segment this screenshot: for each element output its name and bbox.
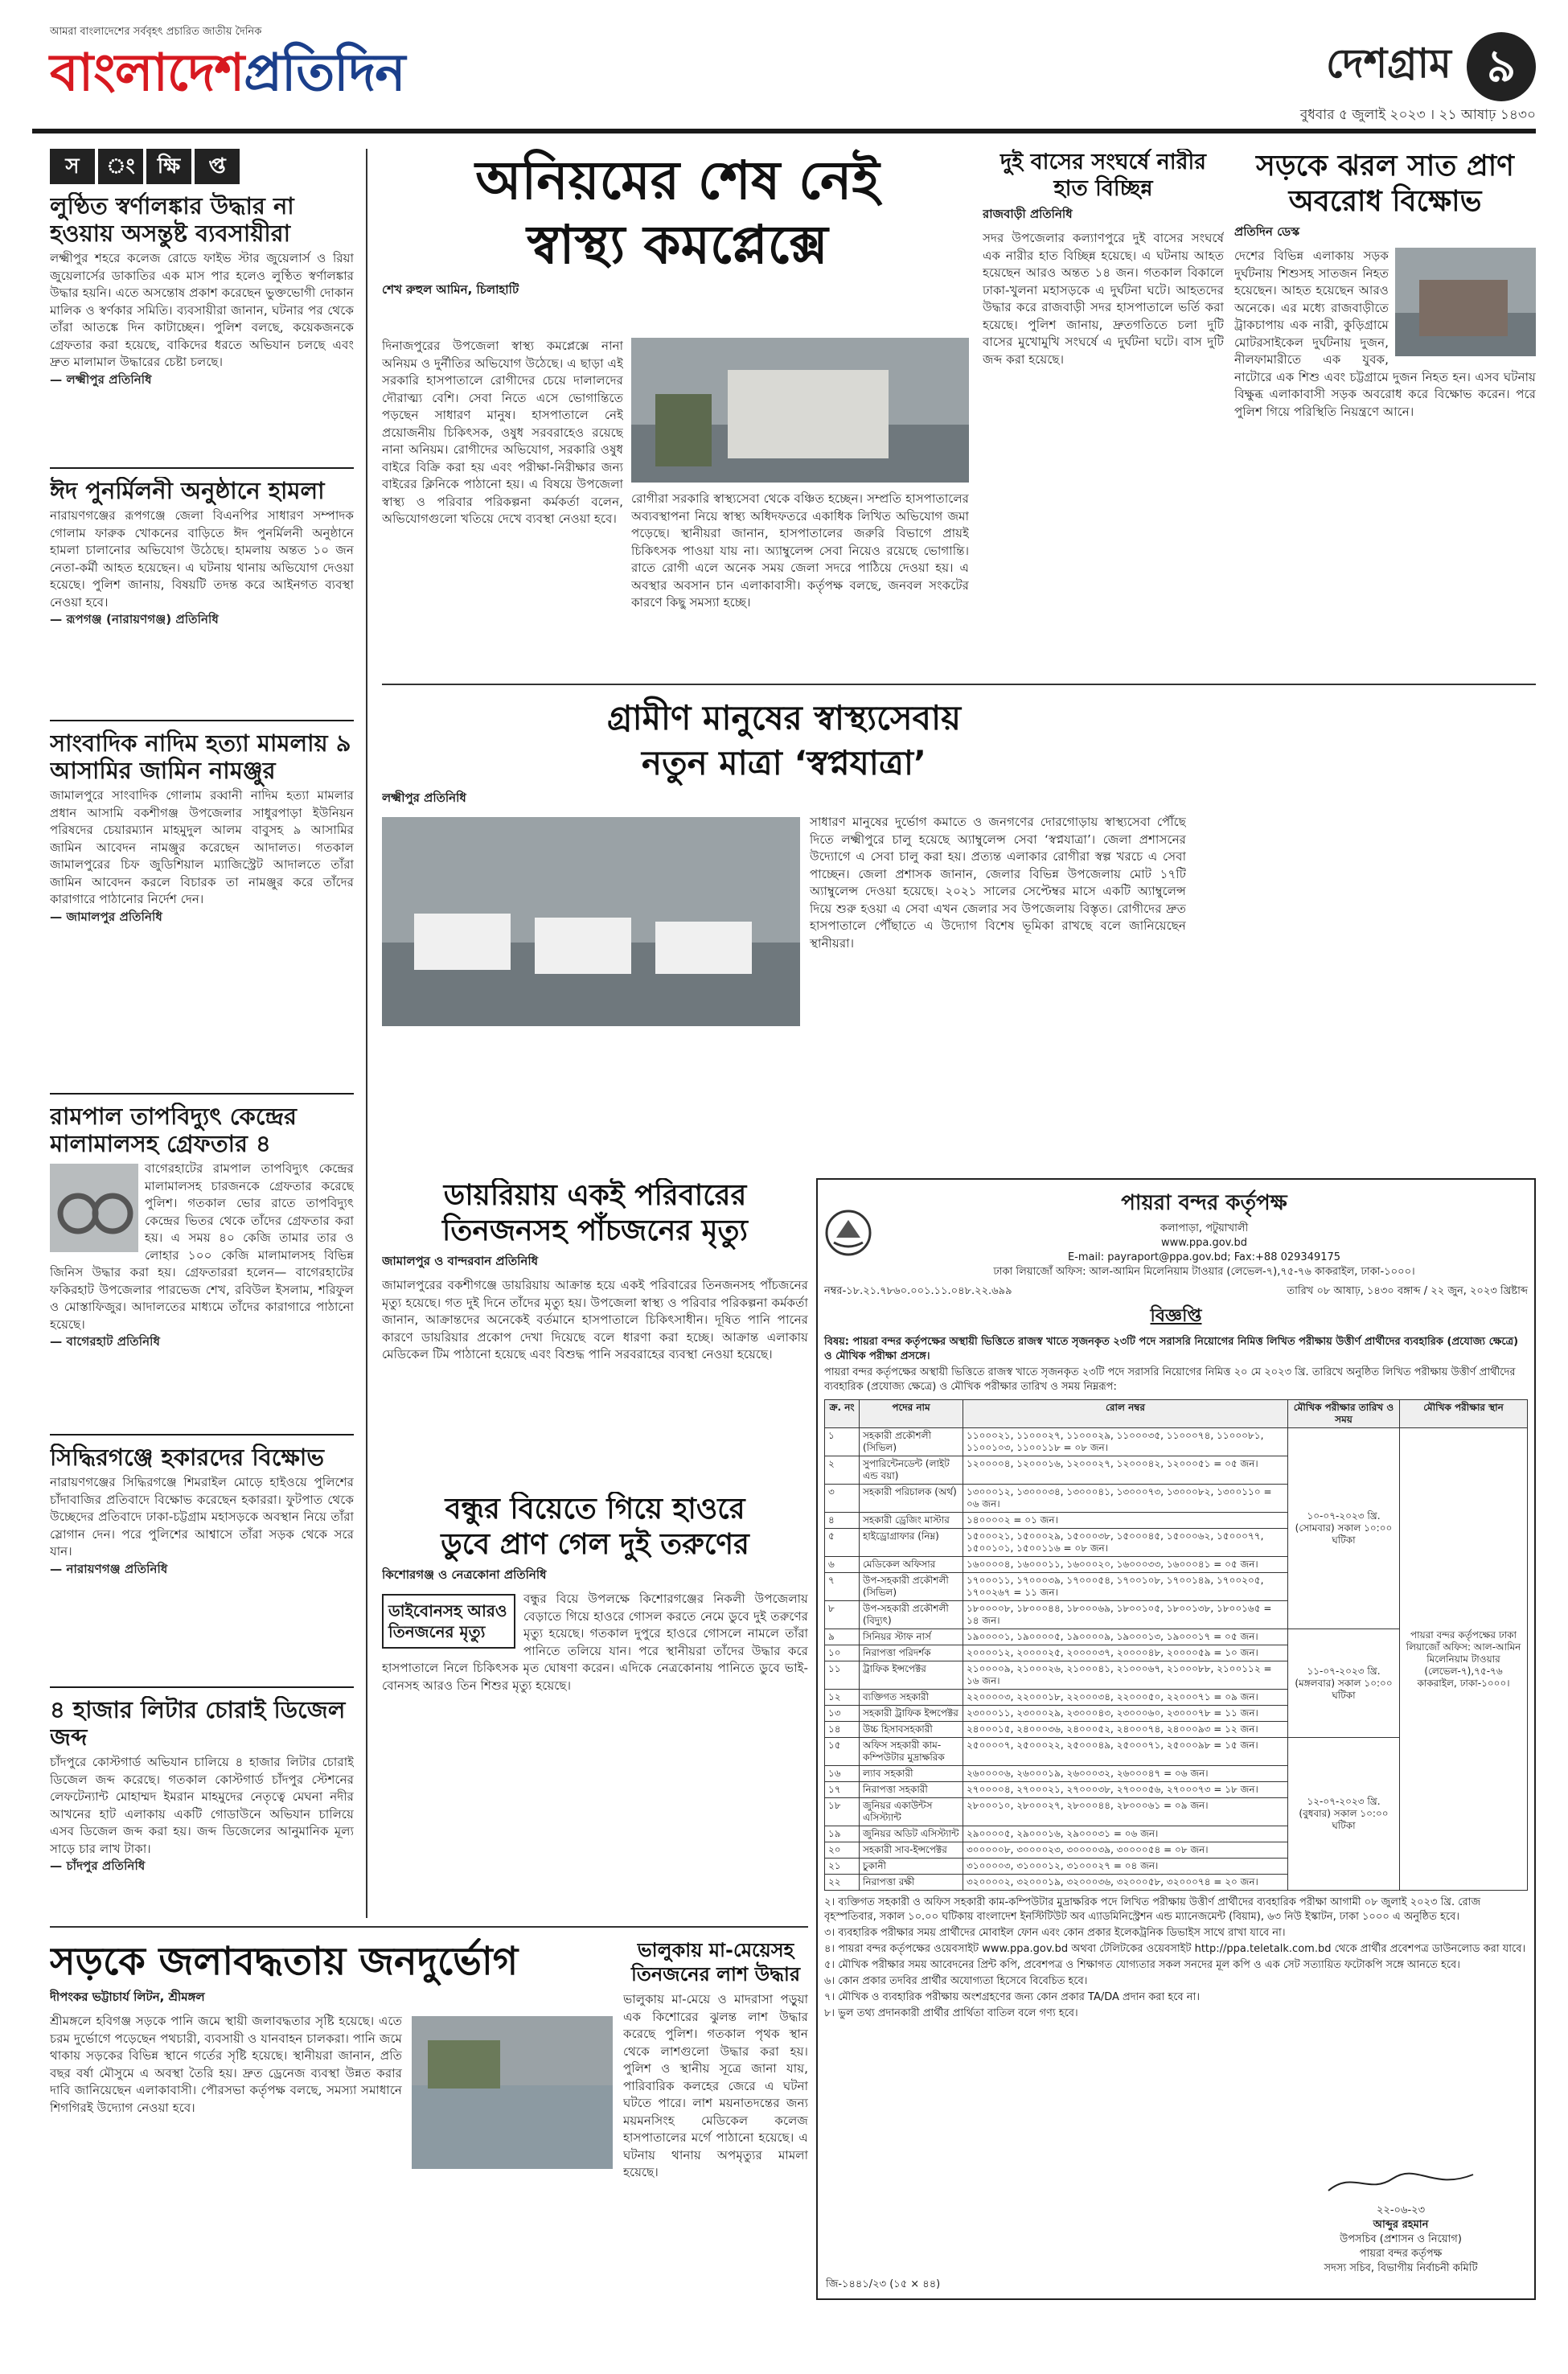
- row-serial: ১৬: [825, 1766, 860, 1782]
- masthead-rule: [32, 129, 1536, 133]
- brief-item: [50, 729, 354, 1083]
- waterlogging-story: [50, 1938, 613, 2292]
- row-serial: ৮: [825, 1601, 860, 1629]
- drowning-headline-1: বন্ধুর বিয়েতে গিয়ে হাওরে: [445, 1493, 745, 1526]
- roll-numbers: ১৯০০০০১, ১৯০০০০৫, ১৯০০০০৯, ১৯০০০১৩, ১৯০০০১৭ = ০৫ জন।: [963, 1629, 1288, 1645]
- issue-date: বুধবার ৫ জুলাই ২০২৩ । ২১ আষাঢ় ১৪৩০: [1299, 107, 1536, 123]
- roll-numbers: ৩০০০০০৮, ৩০০০০২৩, ৩০০০০৩৯, ৩০০০০৫৪ = ০৮ জন।: [963, 1842, 1288, 1859]
- notice-notes: [824, 1896, 1528, 2021]
- roll-numbers: ১৮০০০০৮, ১৮০০০৪৪, ১৮০০০৬৯, ১৮০০১০৫, ১৮০০১৩৮, ১৮০০১৬৫ = ১৪ জন।: [963, 1601, 1288, 1629]
- post-name: অফিস সহকারী কাম-কম্পিউটার মুদ্রাক্ষরিক: [860, 1738, 963, 1766]
- drowning-byline: কিশোরগঞ্জ ও নেত্রকোনা প্রতিনিধি: [382, 1567, 547, 1582]
- notice-heading: বিজ্ঞপ্তি: [1150, 1306, 1202, 1326]
- row-serial: ২: [825, 1456, 860, 1485]
- notice-org: পায়রা বন্দর কর্তৃপক্ষ: [1121, 1191, 1287, 1215]
- drowning-story: [382, 1492, 808, 1910]
- notice-meta: নম্বর-১৮.২১.৭৮৬০.০০১.১১.০৪৮.২২.৬৯৯ তারিখ ০৮ আষাঢ়, ১৪৩০ বঙ্গাব্দ / ২২ জুন, ২০২৩ খ্রিষ্টাব্দ: [824, 1285, 1528, 1297]
- roll-numbers: ২১০০০০৯, ২১০০০২৬, ২১০০০৪১, ২১০০০৬৭, ২১০০০৮৮, ২১০০১১২ = ১৬ জন।: [963, 1661, 1288, 1690]
- divider: [50, 1093, 354, 1095]
- roll-numbers: ২৫০০০০৭, ২৫০০০২২, ২৫০০০৪৯, ২৫০০০৭১, ২৫০০০৯৮ = ১৫ জন।: [963, 1738, 1288, 1766]
- masthead-title: [50, 41, 405, 105]
- page-number: ৯: [1467, 32, 1536, 101]
- signer-title: পায়রা বন্দর কর্তৃপক্ষ: [1359, 2248, 1443, 2260]
- bodies-found-headline-2: তিনজনের লাশ উদ্ধার: [630, 1963, 801, 1986]
- notice-website[interactable]: www.ppa.gov.bd: [1161, 1237, 1247, 1249]
- interview-date: ১১-০৭-২০২৩ খ্রি. (মঙ্গলবার) সকাল ১০:০০ ঘটিকা: [1288, 1629, 1400, 1738]
- waterlogging-byline: দীপংকর ভট্টাচার্য লিটন, শ্রীমঙ্গল: [50, 1990, 205, 2004]
- interview-venue: পায়রা বন্দর কর্তৃপক্ষের ঢাকা লিয়াজোঁ অফিস: আল-আমিন মিলেনিয়াম টাওয়ার (লেভেল-৭),৭৫-৭৬ কাকরাইল, ঢাকা-১০০০।: [1400, 1428, 1528, 1891]
- brief-item: [50, 1444, 354, 1677]
- divider: [50, 467, 354, 469]
- signer-title: উপসচিব (প্রশাসন ও নিয়োগ): [1340, 2233, 1462, 2245]
- row-serial: ২০: [825, 1842, 860, 1859]
- post-name: সহকারী ট্রাফিক ইন্সপেক্টর: [860, 1706, 963, 1722]
- section-name: দেশগ্রাম: [1326, 39, 1451, 87]
- table-header-cell: মৌখিক পরীক্ষার স্থান: [1400, 1400, 1528, 1428]
- post-name: ট্রাফিক ইন্সপেক্টর: [860, 1661, 963, 1690]
- row-serial: ১৮: [825, 1798, 860, 1826]
- table-body: [825, 1428, 1528, 1891]
- exam-schedule-table: [824, 1399, 1528, 1891]
- roll-numbers: ১৬০০০০৪, ১৬০০০১১, ১৬০০০২০, ১৬০০০৩৩, ১৬০০০৪১ = ০৫ জন।: [963, 1557, 1288, 1573]
- row-serial: ৯: [825, 1629, 860, 1645]
- roll-numbers: ৩২০০০০২, ৩২০০০১৯, ৩২০০০৩৬, ৩২০০০৫৮, ৩২০০০৭৪ = ২০ জন।: [963, 1875, 1288, 1891]
- briefs-label-letter: প্ত: [195, 149, 240, 184]
- masthead-tagline: আমরা বাংলাদেশের সর্ববৃহৎ প্রচারিত জাতীয় দৈনিক: [50, 26, 262, 38]
- brief-body: নারায়ণগঞ্জের রূপগঞ্জে জেলা বিএনপির সাধারণ সম্পাদক গোলাম ফারুক খোকনের বাড়িতে ঈদ পুনর্মিলনী অনুষ্ঠানে হামলা চালানোর অভিযোগ উঠেছে। হামলায় অন্তত ১০ জন নেতা-কর্মী আহত হয়েছেন। এ ঘটনায় থানায় অভিযোগ দেওয়া হয়েছে। পুলিশ জানায়, বিষয়টি তদন্ত করে আইনগত ব্যবস্থা নেওয়া হবে।: [50, 508, 354, 610]
- post-name: উপ-সহকারী প্রকৌশলী (বিদ্যুৎ): [860, 1601, 963, 1629]
- diarrhea-headline-2: তিনজনসহ পাঁচজনের মৃত্যু: [442, 1214, 748, 1247]
- roll-numbers: ১৩০০০১২, ১৩০০০৩৪, ১৩০০০৪১, ১৩০০০৭৩, ১৩০০০৮২, ১৩০০১১০ = ০৬ জন।: [963, 1485, 1288, 1513]
- row-serial: ১১: [825, 1661, 860, 1690]
- brief-title: লুণ্ঠিত স্বর্ণালঙ্কার উদ্ধার না হওয়ায় অসন্তুষ্ট ব্যবসায়ীরা: [50, 192, 294, 247]
- brief-credit: — লক্ষ্মীপুর প্রতিনিধি: [50, 372, 152, 387]
- swapnajatra-headline-1: গ্রামীণ মানুষের স্বাস্থ্যসেবায়: [607, 698, 961, 737]
- brief-title: ৪ হাজার লিটার চোরাই ডিজেল জব্দ: [50, 1696, 346, 1751]
- row-serial: ১৭: [825, 1782, 860, 1798]
- notice-liaison: ঢাকা লিয়াজোঁ অফিস: আল-আমিন মিলেনিয়াম টাওয়ার (লেভেল-৭),৭৫-৭৬ কাকরাইল, ঢাকা-১০০০।: [993, 1266, 1415, 1278]
- post-name: চুকানী: [860, 1859, 963, 1875]
- road-deaths-body: দেশের বিভিন্ন এলাকায় সড়ক দুর্ঘটনায় শিশুসহ সাতজন নিহত হয়েছেন। আহত হয়েছেন আরও অনেকে। এর মধ্যে রাজবাড়ীতে ট্রাকচাপায় এক নারী, কুড়িগ্রামে মোটরসাইকেল দুর্ঘটনায় দুজন, নীলফামারীতে এক যুবক, নাটোরে এক শিশু এবং চট্টগ্রামে দুজন নিহত হন। এসব ঘটনায় বিক্ষুব্ধ এলাকাবাসী সড়ক অবরোধ করে বিক্ষোভ করেন। পরে পুলিশ গিয়ে পরিস্থিতি নিয়ন্ত্রণে আনে।: [1234, 248, 1536, 419]
- roll-numbers: ২০০০০১২, ২০০০০২৫, ২০০০০৩৭, ২০০০০৪৮, ২০০০০৫৯ = ১০ জন।: [963, 1645, 1288, 1661]
- notice-intro: পায়রা বন্দর কর্তৃপক্ষের অস্থায়ী ভিত্তিতে রাজস্ব খাতে সৃজনকৃত ২৩টি পদে সরাসরি নিয়োগের নিমিত্ত ২০ মে ২০২৩ খ্রি. তারিখে অনুষ্ঠিত লিখিত পরীক্ষায় উত্তীর্ণ প্রার্থীদের ব্যবহারিক (প্রযোজ্য ক্ষেত্রে) ও মৌখিক পরীক্ষার তারিখ ও সময় নিম্নরূপ:: [824, 1366, 1516, 1393]
- photo-vehicle: [1419, 280, 1508, 336]
- post-name: নিরাপত্তা পরিদর্শক: [860, 1645, 963, 1661]
- brief-credit: — বাগেরহাট প্রতিনিধি: [50, 1334, 161, 1349]
- row-serial: ৭: [825, 1573, 860, 1601]
- brief-credit: — জামালপুর প্রতিনিধি: [50, 909, 162, 924]
- post-name: ব্যক্তিগত সহকারী: [860, 1690, 963, 1706]
- divider: [382, 684, 1536, 685]
- post-name: মেডিকেল অফিসার: [860, 1557, 963, 1573]
- bodies-found-story: [623, 1938, 808, 2292]
- photo-tree: [428, 2040, 500, 2089]
- drowning-body: বন্ধুর বিয়ে উপলক্ষে কিশোরগঞ্জের নিকলী উপজেলায় বেড়াতে গিয়ে হাওরে গোসল করতে নেমে ডুবে দুই তরুণের মৃত্যু হয়েছে। গতকাল দুপুরে হাওরে গোসলে নামলে তাঁরা পানিতে তলিয়ে যান। পরে স্থানীয়রা তাঁদের উদ্ধার করে হাসপাতালে নিলে চিকিৎসক মৃত ঘোষণা করেন। এদিকে নেত্রকোনায় পানিতে ডুবে ভাই-বোনসহ আরও তিন শিশুর মৃত্যু হয়েছে।: [382, 1592, 808, 1693]
- briefs-column: [50, 149, 354, 1910]
- brief-body: বাগেরহাটের রামপাল তাপবিদ্যুৎ কেন্দ্রের মালামালসহ চারজনকে গ্রেফতার করেছে পুলিশ। গতকাল ভোর রাতে তাপবিদ্যুৎ কেন্দ্রের ভিতর থেকে তাঁদের গ্রেফতার করা হয়। এ সময় ৪০ কেজি তামার তার ও লোহার ১০০ কেজি মালামালসহ বিভিন্ন জিনিস উদ্ধার করা হয়। গ্রেফতাররা হলেন— বাগেরহাটের ফকিরহাট উপজেলার পারভেজ শেখ, রবিউল ইসলাম, শরিফুল ও মোস্তাফিজুর। আদালতের মাধ্যমে তাঁদের কারাগারে পাঠানো হয়েছে।: [50, 1161, 354, 1332]
- notice-email: E-mail: payraport@ppa.gov.bd; Fax:+88 029349175: [1067, 1251, 1341, 1263]
- post-name: সহকারী সাব-ইন্সপেক্টর: [860, 1842, 963, 1859]
- lead-body: দিনাজপুরের উপজেলা স্বাস্থ্য কমপ্লেক্সে নানা অনিয়ম ও দুর্নীতির অভিযোগ উঠেছে। এ ছাড়া এই সরকারি হাসপাতালে রোগীদের চেয়ে দালালদের দৌরাত্ম্য বেশি। সেবা নিতে এসে ভোগান্তিতে পড়ছেন সাধারণ মানুষ। হাসপাতালে নেই প্রয়োজনীয় চিকিৎসক, ওষুধ সরবরাহেও রয়েছে নানা অনিয়ম। রোগীদের অভিযোগ, সরকারি ওষুধ বাইরে বিক্রি করা হয় এবং পরীক্ষা-নিরীক্ষার জন্য বাইরের ক্লিনিকে পাঠানো হয়। এ বিষয়ে উপজেলা স্বাস্থ্য ও পরিবার পরিকল্পনা কর্মকর্তা বলেন, অভিযোগগুলো খতিয়ে দেখে ব্যবস্থা নেওয়া হবে।: [382, 339, 623, 526]
- road-deaths-headline-1: সড়কে ঝরল সাত প্রাণ: [1256, 150, 1514, 183]
- notice-header: [824, 1186, 1528, 1279]
- row-serial: ২২: [825, 1875, 860, 1891]
- lead-headline-1: অনিয়মের শেষ নেই: [475, 150, 880, 212]
- notice-memo: নম্বর-১৮.২১.৭৮৬০.০০১.১১.০৪৮.২২.৬৯৯: [824, 1285, 1012, 1297]
- row-serial: ৪: [825, 1513, 860, 1529]
- interview-date: ১২-০৭-২০২৩ খ্রি. (বুধবার) সকাল ১০:০০ ঘটিকা: [1288, 1738, 1400, 1891]
- bus-crash-body: সদর উপজেলার কল্যাণপুরে দুই বাসের সংঘর্ষে এক নারীর হাত বিচ্ছিন্ন হয়েছে। এ ঘটনায় আহত হয়েছেন আরও অন্তত ১৪ জন। গতকাল বিকালে ঢাকা-খুলনা মহাসড়কে এ দুর্ঘটনা ঘটে। আহতদের উদ্ধার করে রাজবাড়ী সদর হাসপাতালে ভর্তি করা হয়েছে। পুলিশ জানায়, দ্রুতগতিতে চলা দুটি বাসের মুখোমুখি সংঘর্ষে এ দুর্ঘটনা ঘটে। বাস দুটি জব্দ করা হয়েছে।: [983, 231, 1224, 367]
- divider: [50, 1686, 354, 1688]
- masthead-logo: [50, 24, 405, 121]
- notice-date-en: ২২ জুন, ২০২৩ খ্রিষ্টাব্দ: [1430, 1285, 1528, 1297]
- notice-note: ৪। পায়রা বন্দর কর্তৃপক্ষের ওয়েবসাইট www.ppa.gov.bd অথবা টেলিটকের ওয়েবসাইট http://ppa.teletalk.com.bd থেকে প্রার্থীর প্রবেশপত্র ডাউনলোড করা যাবে।: [824, 1943, 1526, 1955]
- divider: [50, 1926, 808, 1928]
- ad-code: জি-১৪৪১/২৩ (১৫ × ৪৪): [826, 2278, 941, 2290]
- roll-numbers: ৩১০০০০৩, ৩১০০০১২, ৩১০০০২৭ = ০৪ জন।: [963, 1859, 1288, 1875]
- lead-byline: শেখ রুহুল আমিন, চিলাহাটি: [382, 282, 519, 297]
- row-serial: ১০: [825, 1645, 860, 1661]
- roll-numbers: ২২০০০০৩, ২২০০০১৮, ২২০০০৩৪, ২২০০০৫০, ২২০০০৭১ = ০৯ জন।: [963, 1690, 1288, 1706]
- brief-item: [50, 1696, 354, 1910]
- brief-body: জামালপুরে সাংবাদিক গোলাম রব্বানী নাদিম হত্যা মামলার প্রধান আসামি বকশীগঞ্জ উপজেলার সাধুরপাড়া ইউনিয়ন পরিষদের চেয়ারম্যান মাহমুদুল আলম বাবুসহ ৯ আসামির জামিন আবেদন নামঞ্জুর করেছেন আদালত। গতকাল জামালপুরের চিফ জুডিশিয়াল ম্যাজিস্ট্রেট আদালতে তাঁরা জামিন আবেদন করলে বিচারক তা নামঞ্জুর করে তাঁদের কারাগারে পাঠানোর নির্দেশ দেন।: [50, 788, 354, 906]
- brief-credit: — নারায়ণগঞ্জ প্রতিনিধি: [50, 1561, 168, 1576]
- road-deaths-story: [1234, 149, 1536, 676]
- post-name: নিরাপত্তা সহকারী: [860, 1782, 963, 1798]
- interview-date: ১০-০৭-২০২৩ খ্রি. (সোমবার) সকাল ১০:০০ ঘটিকা: [1288, 1428, 1400, 1629]
- notice-location: কলাপাড়া, পটুয়াখালী: [1160, 1222, 1249, 1234]
- diarrhea-headline-1: ডায়রিয়ায় একই পরিবারের: [443, 1179, 747, 1212]
- photo-water: [412, 2085, 613, 2170]
- row-serial: ১২: [825, 1690, 860, 1706]
- roll-numbers: ২৮০০০১০, ২৮০০০২৭, ২৮০০০৪৪, ২৮০০০৬১ = ০৯ জন।: [963, 1798, 1288, 1826]
- post-name: সিনিয়র স্টাফ নার্স: [860, 1629, 963, 1645]
- row-serial: ২১: [825, 1859, 860, 1875]
- bodies-found-body: ভালুকায় মা-মেয়ে ও মাদরাসা পড়ুয়া এক কিশোরের ঝুলন্ত লাশ উদ্ধার করেছে পুলিশ। গতকাল পৃথক স্থান থেকে লাশগুলো উদ্ধার করা হয়। পুলিশ ও স্থানীয় সূত্রে জানা যায়, পারিবারিক কলহের জেরে এ ঘটনা ঘটতে পারে। লাশ ময়নাতদন্তের জন্য ময়মনসিংহ মেডিকেল কলেজ হাসপাতালের মর্গে পাঠানো হয়েছে। এ ঘটনায় থানায় অপমৃত্যুর মামলা হয়েছে।: [623, 1992, 808, 2179]
- brief-credit: — রূপগঞ্জ (নারায়ণগঞ্জ) প্রতিনিধি: [50, 612, 219, 626]
- ambulance-photo: [382, 817, 800, 1026]
- diarrhea-body: জামালপুরের বকশীগঞ্জে ডায়রিয়ায় আক্রান্ত হয়ে একই পরিবারের তিনজনসহ পাঁচজনের মৃত্যু হয়েছে। গত দুই দিনে তাঁদের মৃত্যু হয়। উপজেলা স্বাস্থ্য ও পরিবার পরিকল্পনা কর্মকর্তা জানান, আক্রান্তদের অনেকেই বর্তমানে হাসপাতালে চিকিৎসাধীন। দূষিত পানি পানের কারণে ডায়রিয়ার প্রকোপ দেখা দিয়েছে বলে ধারণা করা হচ্ছে। আক্রান্ত এলাকায় মেডিকেল টিম পাঠানো হয়েছে এবং বিশুদ্ধ পানি সরবরাহের ব্যবস্থা নেওয়া হয়েছে।: [382, 1278, 808, 1362]
- roll-numbers: ২৭০০০০৪, ২৭০০০২১, ২৭০০০৩৮, ২৭০০০৫৬, ২৭০০০৭৩ = ১৮ জন।: [963, 1782, 1288, 1798]
- bus-crash-headline: দুই বাসের সংঘর্ষে নারীর হাত বিচ্ছিন্ন: [999, 150, 1207, 201]
- lead-body-col-2: [631, 491, 969, 676]
- brief-credit: — চাঁদপুর প্রতিনিধি: [50, 1859, 146, 1873]
- row-serial: ১৯: [825, 1826, 860, 1842]
- row-serial: ১৫: [825, 1738, 860, 1766]
- table-header-cell: রোল নম্বর: [963, 1400, 1288, 1428]
- drowning-inset: ডাইবোনসহ আরও তিনজনের মৃত্যু: [382, 1594, 515, 1649]
- post-name: সহকারী ড্রেজিং মাস্টার: [860, 1513, 963, 1529]
- table-header-cell: ক্র. নং: [825, 1400, 860, 1428]
- diarrhea-byline: জামালপুর ও বান্দরবান প্রতিনিধি: [382, 1254, 539, 1268]
- signature-mark: [1320, 2167, 1481, 2199]
- post-name: নিরাপত্তা রক্ষী: [860, 1875, 963, 1891]
- notice-note: ২। ব্যক্তিগত সহকারী ও অফিস সহকারী কাম-কম্পিউটার মুদ্রাক্ষরিক পদে লিখিত পরীক্ষায় উত্তীর্ণ প্রার্থীদের ব্যবহারিক পরীক্ষা আগামী ০৮ জুলাই ২০২৩ খ্রি. রোজ বৃহস্পতিবার, সকাল ১০.০০ ঘটিকায় বাংলাদেশ ইনস্টিটিউট অব এ্যাডমিনিস্ট্রেশন এন্ড ম্যানেজমেন্ট (বিয়াম), ৬৩ নিউ ইস্কাটন, ঢাকা ১০০০ এ অনুষ্ঠিত হবে।: [824, 1896, 1481, 1923]
- roll-numbers: ১৪০০০০২ = ০১ জন।: [963, 1513, 1288, 1529]
- waterlogging-photo: [412, 2016, 613, 2169]
- post-name: জুনিয়র একাউন্টস এসিস্ট্যান্ট: [860, 1798, 963, 1826]
- briefs-label: [50, 149, 354, 184]
- post-name: উপ-সহকারী প্রকৌশলী (সিভিল): [860, 1573, 963, 1601]
- brief-item: [50, 192, 354, 458]
- table-header-row: [825, 1400, 1528, 1428]
- accident-photo: [1395, 248, 1536, 356]
- signer-name: আব্দুর রহমান: [1373, 2219, 1429, 2231]
- brief-body: নারায়ণগঞ্জের সিদ্ধিরগঞ্জে শিমরাইল মোড়ে হাইওয়ে পুলিশের চাঁদাবাজির প্রতিবাদে বিক্ষোভ করেছেন হকাররা। ফুটপাত থেকে উচ্ছেদের প্রতিবাদে ঢাকা-চট্টগ্রাম মহাসড়কে অবস্থান নিয়ে তাঁরা স্লোগান দেন। পরে পুলিশের আশ্বাসে তাঁরা সড়ক থেকে সরে যান।: [50, 1475, 354, 1559]
- post-name: সহকারী পরিচালক (অর্থ): [860, 1485, 963, 1513]
- sign-date: ২২-০৬-২৩: [1376, 2204, 1426, 2216]
- notice-note: ৭। মৌখিক ও ব্যবহারিক পরীক্ষায় অংশগ্রহণের জন্য কোন প্রকার TA/DA প্রদান করা হবে না।: [824, 1991, 1200, 2003]
- notice-note: ৬। কোন প্রকার তদবির প্রার্থীর অযোগ্যতা হিসেবে বিবেচিত হবে।: [824, 1975, 1088, 1987]
- notice-date-bn: ০৮ আষাঢ়, ১৪৩০ বঙ্গাব্দ: [1316, 1285, 1421, 1297]
- roll-numbers: ১১০০০২১, ১১০০০২৭, ১১০০০২৯, ১১০০০৩৫, ১১০০০৭৪, ১১০০০৮১, ১১০০১০৩, ১১০০১১৮ = ০৮ জন।: [963, 1428, 1288, 1456]
- photo-tree: [655, 394, 712, 466]
- notice-signature: [1280, 2167, 1521, 2276]
- bodies-found-headline-1: ভালুকায় মা-মেয়েসহ: [637, 1939, 794, 1961]
- lead-photo: [631, 338, 969, 483]
- photo-ambulance: [414, 914, 511, 970]
- swapnajatra-headline-2: নতুন মাত্রা ‘স্বপ্নযাত্রা’: [642, 743, 926, 782]
- swapnajatra-body: সাধারণ মানুষের দুর্ভোগ কমাতে ও জনগণের দোরগোড়ায় স্বাস্থ্যসেবা পৌঁছে দিতে লক্ষ্মীপুরে চালু হয়েছে অ্যাম্বুলেন্স সেবা ‘স্বপ্নযাত্রা’। জেলা প্রশাসনের উদ্যোগে এ সেবা চালু করা হয়। প্রত্যন্ত এলাকার রোগীরা স্বল্প খরচে এ সেবা পাচ্ছেন। জেলা প্রশাসক জানান, জেলার বিভিন্ন উপজেলায় মোট ১৭টি অ্যাম্বুলেন্স দেওয়া হয়েছে। ২০২১ সালের সেপ্টেম্বর মাসে একটি অ্যাম্বুলেন্স দিয়ে শুরু হওয়া এ সেবা এখন জেলার সব উপজেলায় বিস্তৃত। রোগীদের দ্রুত হাসপাতালে পৌঁছাতে এ উদ্যোগ বিশেষ ভূমিকা রাখছে বলে জানিয়েছেন স্থানীয়রা।: [810, 815, 1186, 951]
- roll-numbers: ২৬০০০০৬, ২৬০০০১৯, ২৬০০০৩২, ২৬০০০৪৭ = ০৬ জন।: [963, 1766, 1288, 1782]
- briefs-label-letter: স: [50, 149, 95, 184]
- table-header-cell: মৌখিক পরীক্ষার তারিখ ও সময়: [1288, 1400, 1400, 1428]
- section-header: [1198, 32, 1536, 121]
- divider: [50, 1434, 354, 1435]
- handcuffs-icon: [50, 1164, 138, 1252]
- handcuff-photo: [50, 1164, 138, 1252]
- roll-numbers: ১৭০০০১১, ১৭০০০৩৯, ১৭০০০৫৪, ১৭০০১০৮, ১৭০০১৪৯, ১৭০০২০৫, ১৭০০২৬৭ = ১১ জন।: [963, 1573, 1288, 1601]
- row-serial: ৬: [825, 1557, 860, 1573]
- brief-title: ঈদ পুনর্মিলনী অনুষ্ঠানে হামলা: [50, 477, 325, 504]
- photo-ambulance: [655, 922, 752, 974]
- post-name: হাইড্রোগ্রাফার (নিম্ন): [860, 1529, 963, 1557]
- row-serial: ১৩: [825, 1706, 860, 1722]
- post-name: ল্যাব সহকারী: [860, 1766, 963, 1782]
- roll-numbers: ২৪০০০১৫, ২৪০০০৩৬, ২৪০০০৫২, ২৪০০০৭৪, ২৪০০০৯৩ = ১২ জন।: [963, 1722, 1288, 1738]
- row-serial: ৩: [825, 1485, 860, 1513]
- roll-numbers: ২৩০০০১১, ২৩০০০২৯, ২৩০০০৪৩, ২৩০০০৬০, ২৩০০০৭৮ = ১১ জন।: [963, 1706, 1288, 1722]
- post-name: সুপারিন্টেনডেন্ট (লাইট এন্ড বয়া): [860, 1456, 963, 1485]
- brief-title: সিদ্ধিরগঞ্জে হকারদের বিক্ষোভ: [50, 1444, 324, 1471]
- brief-body: লক্ষ্মীপুর শহরে কলেজ রোডে ফাইভ স্টার জুয়েলার্স ও রিয়া জুয়েলার্সের ডাকাতির এক মাস পার হলেও লুণ্ঠিত স্বর্ণালঙ্কার উদ্ধার হয়নি। এতে অসন্তোষ প্রকাশ করেছেন ভুক্তভোগী দোকান মালিক ও স্বর্ণকার সমিতি। ব্যবসায়ীরা জানান, ঘটনার পর থেকে তাঁরা আতঙ্কে দিন কাটাচ্ছেন। পুলিশ বলছে, কয়েকজনকে গ্রেফতার করা হয়েছে, বাকিদের ধরতে অভিযান চলছে এবং দ্রুত মালামাল উদ্ধারের চেষ্টা চলছে।: [50, 251, 354, 369]
- swapnajatra-byline: লক্ষ্মীপুর প্রতিনিধি: [382, 791, 466, 805]
- bus-crash-story: [983, 149, 1224, 676]
- lead-body: রোগীরা সরকারি স্বাস্থ্যসেবা থেকে বঞ্চিত হচ্ছেন। সম্প্রতি হাসপাতালের অব্যবস্থাপনা নিয়ে স্বাস্থ্য অধিদফতরে একাধিক লিখিত অভিযোগ জমা পড়েছে। স্থানীয়রা জানান, হাসপাতালের জরুরি বিভাগে প্রায়ই চিকিৎসক পাওয়া যায় না। অ্যাম্বুলেন্স সেবা নিয়েও রয়েছে ভোগান্তি। রাতে রোগী এলে অনেক সময় জেলা সদরে পাঠিয়ে দেওয়া হয়। এ অবস্থার অবসান চান এলাকাবাসী। কর্তৃপক্ষ বলছে, জনবল সংকটের কারণে কিছু সমস্যা হচ্ছে।: [631, 491, 969, 610]
- notice-note: ৩। ব্যবহারিক পরীক্ষার সময় প্রার্থীদের মোবাইল ফোন এবং কোন প্রকার ইলেকট্রনিক ডিভাইস সাথে রাখা যাবে না।: [824, 1927, 1286, 1939]
- lead-body-col-1: [382, 338, 623, 676]
- post-name: জুনিয়র অডিট এসিস্ট্যান্ট: [860, 1826, 963, 1842]
- post-name: উচ্চ হিসাবসহকারী: [860, 1722, 963, 1738]
- payra-port-notice: [816, 1178, 1536, 2300]
- logo-part-protidin: প্রতিদিন: [244, 43, 405, 103]
- notice-note: ৫। মৌখিক পরীক্ষার সময় আবেদনের প্রিন্ট কপি, প্রবেশপত্র ও শিক্ষাগত যোগ্যতার সকল সনদের মূল কপি ও এক সেট সত্যায়িত ফটোকপি সঙ্গে আনতে হবে।: [824, 1959, 1460, 1971]
- bus-crash-byline: রাজবাড়ী প্রতিনিধি: [983, 207, 1073, 221]
- logo-part-bangladesh: বাংলাদেশ: [50, 43, 244, 103]
- table-row: [825, 1428, 1528, 1456]
- road-deaths-headline-2: অবরোধ বিক্ষোভ: [1288, 185, 1482, 218]
- payra-port-logo-icon: [824, 1209, 872, 1257]
- table-header-cell: পদের নাম: [860, 1400, 963, 1428]
- divider: [50, 720, 354, 721]
- row-serial: ১৪: [825, 1722, 860, 1738]
- row-serial: ৫: [825, 1529, 860, 1557]
- waterlogging-headline: সড়কে জলাবদ্ধতায় জনদুর্ভোগ: [50, 1939, 519, 1984]
- roll-numbers: ১৫০০০২১, ১৫০০০২৯, ১৫০০০৩৮, ১৫০০০৪৫, ১৫০০০৬২, ১৫০০০৭৭, ১৫০০১০১, ১৫০০১১৬ = ০৮ জন।: [963, 1529, 1288, 1557]
- brief-title: সাংবাদিক নাদিম হত্যা মামলায় ৯ আসামির জামিন নামঞ্জুর: [50, 729, 351, 784]
- waterlogging-body: শ্রীমঙ্গলে হবিগঞ্জ সড়কে পানি জমে স্থায়ী জলাবদ্ধতার সৃষ্টি হয়েছে। এতে চরম দুর্ভোগে পড়েছেন পথচারী, ব্যবসায়ী ও যানবাহন চালকরা। পানি জমে থাকায় সড়কের বিভিন্ন স্থানে গর্তের সৃষ্টি হয়েছে। স্থানীয়রা জানান, প্রতি বছর বর্ষা মৌসুমে এ অবস্থা তৈরি হয়। দ্রুত ড্রেনেজ ব্যবস্থা উন্নত করার দাবি জানিয়েছেন এলাকাবাসী। পৌরসভা কর্তৃপক্ষ বলছে, সমস্যা সমাধানে শিগগিরই উদ্যোগ নেওয়া হবে।: [50, 2014, 402, 2115]
- signer-title: সদস্য সচিব, বিভাগীয় নির্বাচনী কমিটি: [1324, 2262, 1478, 2274]
- road-deaths-byline: প্রতিদিন ডেস্ক: [1234, 224, 1300, 239]
- briefs-label-letter: ং: [98, 149, 143, 184]
- roll-numbers: ২৯০০০০৫, ২৯০০০১৬, ২৯০০০৩১ = ০৬ জন।: [963, 1826, 1288, 1842]
- brief-item: [50, 477, 354, 710]
- brief-item: [50, 1103, 354, 1424]
- row-serial: ১: [825, 1428, 860, 1456]
- photo-ambulance: [535, 918, 631, 974]
- briefs-label-letter: ক্ষি: [146, 149, 191, 184]
- brief-title: রামপাল তাপবিদ্যুৎ কেন্দ্রের মালামালসহ গ্রেফতার ৪: [50, 1103, 297, 1157]
- diarrhea-story: [382, 1178, 808, 1484]
- column-rule: [366, 149, 367, 1918]
- swapnajatra-story: [382, 696, 1186, 1170]
- notice-date-label: তারিখ: [1287, 1285, 1314, 1297]
- notice-note: ৮। ভুল তথ্য প্রদানকারী প্রার্থীর প্রার্থিতা বাতিল বলে গণ্য হবে।: [824, 2007, 1078, 2019]
- drowning-headline-2: ডুবে প্রাণ গেল দুই তরুণের: [441, 1528, 749, 1561]
- brief-body: চাঁদপুরে কোস্টগার্ড অভিযান চালিয়ে ৪ হাজার লিটার চোরাই ডিজেল জব্দ করেছে। গতকাল কোস্টগার্ড চাঁদপুর স্টেশনের লেফটেন্যান্ট মোহাম্মদ ইমরান মাহমুদের নেতৃত্বে মেঘনা নদীর আখনের হাট এলাকায় একটি গোডাউনে অভিযান চালিয়ে এসব ডিজেল জব্দ করা হয়। জব্দ ডিজেলের আনুমানিক মূল্য সাড়ে চার লাখ টাকা।: [50, 1755, 354, 1856]
- lead-headline-2: স্বাস্থ্য কমপ্লেক্সে: [527, 214, 828, 276]
- notice-subject: বিষয়: পায়রা বন্দর কর্তৃপক্ষের অস্থায়ী ভিত্তিতে রাজস্ব খাতে সৃজনকৃত ২৩টি পদে সরাসরি নিয়োগের নিমিত্ত লিখিত পরীক্ষায় উত্তীর্ণ প্রার্থীদের ব্যবহারিক (প্রযোজ্য ক্ষেত্রে) ও মৌখিক পরীক্ষা প্রসঙ্গে।: [824, 1336, 1519, 1362]
- roll-numbers: ১২০০০০৪, ১২০০০১৬, ১২০০০২৭, ১২০০০৪২, ১২০০০৫১ = ০৫ জন।: [963, 1456, 1288, 1485]
- post-name: সহকারী প্রকৌশলী (সিভিল): [860, 1428, 963, 1456]
- photo-building: [728, 370, 889, 458]
